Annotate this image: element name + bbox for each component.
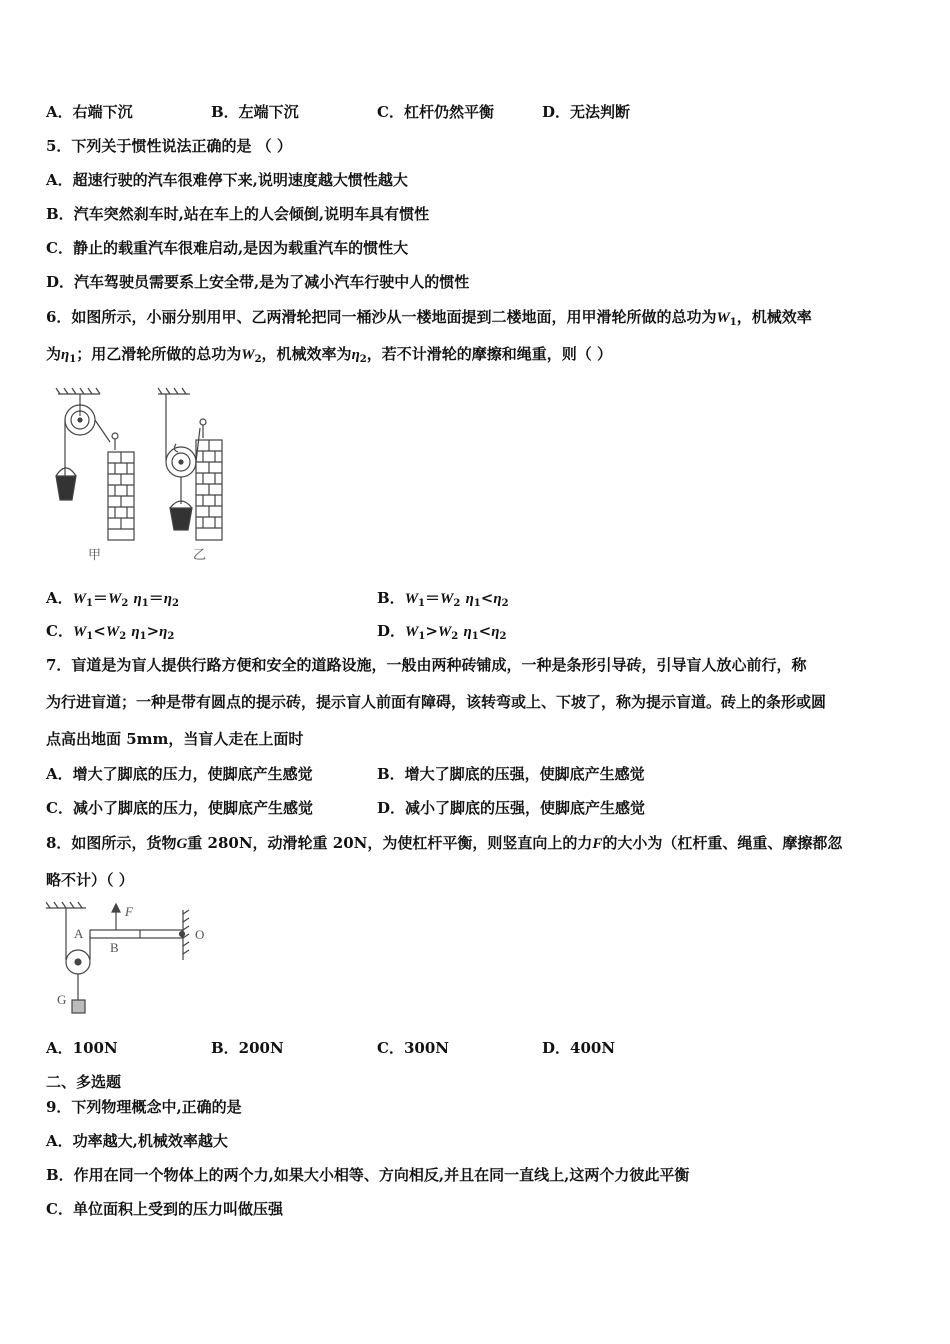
q5-option-b: B．汽车突然刹车时,站在车上的人会倾倒,说明车具有惯性 — [46, 205, 430, 223]
q8-option-c: C．300N — [377, 1039, 449, 1057]
q8-option-b: B．200N — [211, 1039, 284, 1057]
label-o: O — [195, 927, 205, 942]
q6-stem-line1: 6．如图所示，小丽分别用甲、乙两滑轮把同一桶沙从一楼地面提到二楼地面，用甲滑轮所做的总功为$W_1$，机械效率 — [46, 308, 812, 328]
q7-stem-line1: 7．盲道是为盲人提供行路方便和安全的道路设施，一般由两种砖铺成，一种是条形引导砖，引导盲人放心前行，称 — [46, 656, 807, 674]
q6-option-d: D．$W_1>W_2$ $\eta_1<\eta_2$ — [377, 622, 507, 642]
q7-option-c: C．减小了脚底的压力，使脚底产生感觉 — [46, 799, 313, 817]
q9-option-a: A．功率越大,机械效率越大 — [46, 1132, 228, 1150]
section-title: 二、多选题 — [46, 1073, 122, 1091]
q8-stem-line2: 略不计）（ ） — [46, 871, 134, 889]
q5-option-d: D．汽车驾驶员需要系上安全带,是为了减小汽车行驶中人的惯性 — [46, 273, 470, 291]
label-a: A — [74, 926, 84, 941]
q4-option-c: C．杠杆仍然平衡 — [377, 103, 494, 121]
fig-label-yi: 乙 — [193, 548, 207, 563]
q5-option-c: C．静止的载重汽车很难启动,是因为载重汽车的惯性大 — [46, 239, 409, 257]
q5-option-a: A．超速行驶的汽车很难停下来,说明速度越大惯性越大 — [46, 171, 408, 189]
q6-option-c: C．$W_1<W_2$ $\eta_1>\eta_2$ — [46, 622, 175, 642]
label-f: F — [125, 904, 133, 919]
label-b: B — [110, 940, 119, 955]
q8-stem-line1: 8．如图所示，货物G重 280N，动滑轮重 20N，为使杠杆平衡，则竖直向上的力F的大小为（杠杆重、绳重、摩擦都忽 — [46, 834, 843, 852]
q4-option-d: D．无法判断 — [542, 103, 631, 121]
q7-option-b: B．增大了脚底的压强，使脚底产生感觉 — [377, 765, 645, 783]
q4-option-a: A．右端下沉 — [46, 103, 133, 121]
q8-option-d: D．400N — [542, 1039, 616, 1057]
q9-option-b: B．作用在同一个物体上的两个力,如果大小相等、方向相反,并且在同一直线上,这两个力彼此平衡 — [46, 1166, 690, 1184]
q7-stem-line3: 点高出地面 5mm，当盲人走在上面时 — [46, 730, 304, 748]
q4-option-b: B．左端下沉 — [211, 103, 299, 121]
q5-stem: 5．下列关于惯性说法正确的是 （ ） — [46, 137, 292, 155]
q6-option-a: A．$W_1=W_2$ $\eta_1=\eta_2$ — [46, 589, 179, 609]
q9-option-c: C．单位面积上受到的压力叫做压强 — [46, 1200, 283, 1218]
q9-stem: 9．下列物理概念中,正确的是 — [46, 1098, 242, 1116]
pulley-figure — [48, 384, 238, 564]
fig-label-jia: 甲 — [88, 548, 102, 563]
q6-option-b: B．$W_1=W_2$ $\eta_1<\eta_2$ — [377, 589, 509, 609]
q8-option-a: A．100N — [46, 1039, 118, 1057]
q7-option-a: A．增大了脚底的压力，使脚底产生感觉 — [46, 765, 313, 783]
q7-option-d: D．减小了脚底的压强，使脚底产生感觉 — [377, 799, 646, 817]
label-g: G — [57, 992, 67, 1007]
q6-stem-line2: 为$\eta_1$；用乙滑轮所做的总功为$W_2$，机械效率为$\eta_2$，若不计滑轮的摩擦和绳重，则（ ） — [46, 345, 612, 365]
q7-stem-line2: 为行进盲道；一种是带有圆点的提示砖，提示盲人前面有障碍，该转弯或上、下坡了，称为提示盲道。砖上的条形或圆 — [46, 693, 827, 711]
